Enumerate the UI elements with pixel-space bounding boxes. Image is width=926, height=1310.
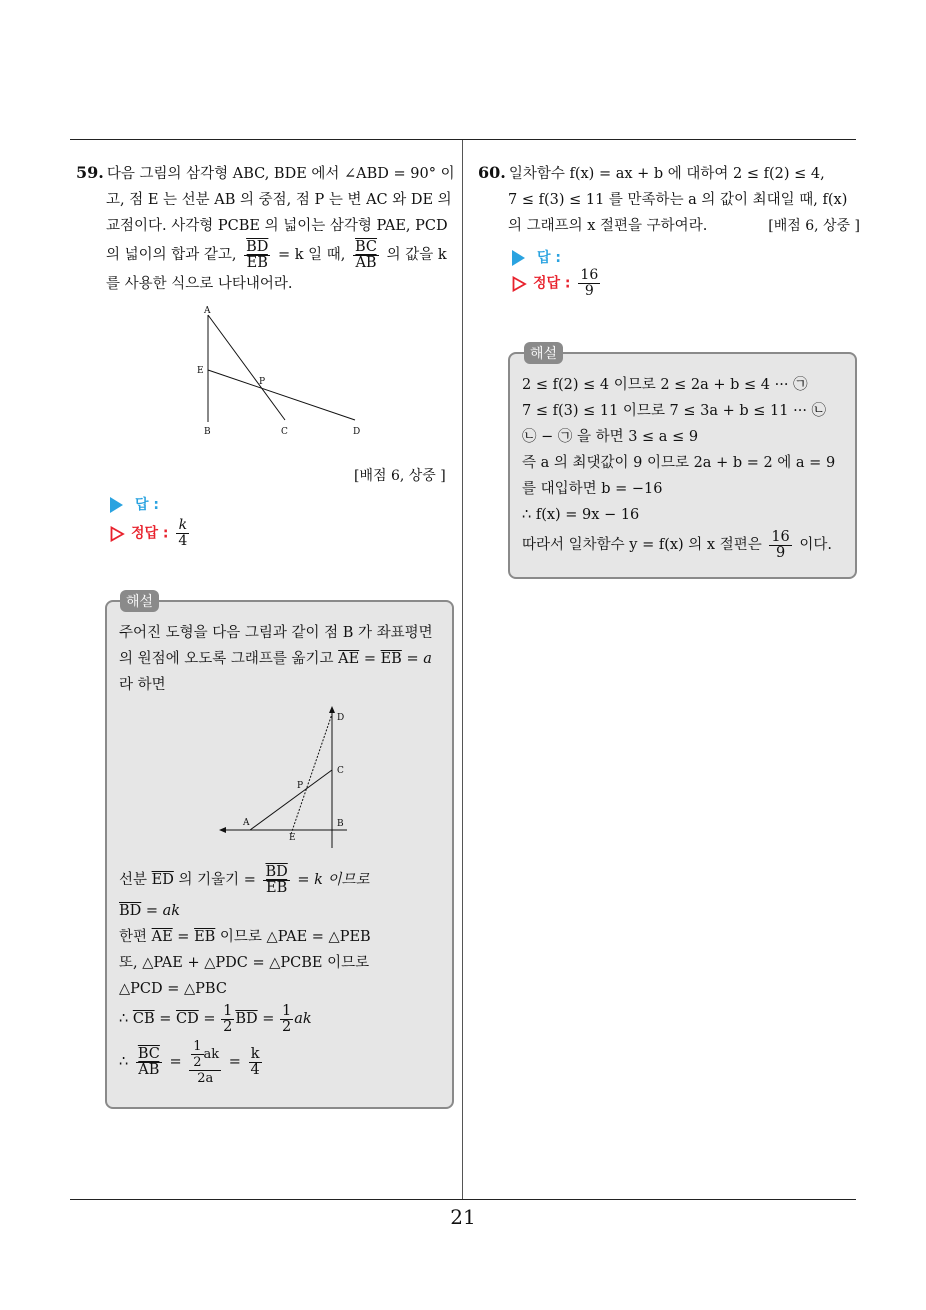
play-icon (110, 497, 123, 513)
q59-line4 (76, 239, 458, 271)
q60-sol-line4: 즉 a 의 최댓값이 9 이므로 2a + b = 2 에 a = 9 (522, 455, 836, 471)
q60-sol-line3: ㉡ − ㉠ 을 하면 3 ≤ a ≤ 9 (522, 429, 699, 445)
sol-text: 이다. (799, 537, 833, 553)
frac-num: k (249, 1047, 262, 1063)
q59-sol-line9 (119, 1002, 440, 1036)
q60-sol-line1: 2 ≤ f(2) ≤ 4 이므로 2 ≤ 2a + b ≤ 4 ··· ㉠ (522, 377, 808, 393)
frac-num (189, 1039, 221, 1071)
sol-text: 의 원점에 오도록 그래프를 옮기고 (119, 651, 334, 667)
sol-fraction-bc-ab (136, 1047, 162, 1078)
q59-sol-line2 (119, 646, 440, 672)
frac-num: $\overline{BC}$ (355, 238, 378, 255)
q60-sol-line6: ∴ f(x) = 9x − 16 (522, 507, 640, 523)
answer-label: 답 : (135, 497, 159, 513)
sol-eq: = (169, 1054, 182, 1070)
q59-sol-line1: 주어진 도형을 다음 그림과 같이 점 B 가 좌표평면 (119, 625, 433, 641)
frac-num: $\overline{BC}$ (137, 1045, 160, 1062)
q59-line2: 고, 점 E 는 선분 AB 의 중점, 점 P 는 변 AC 와 DE 의 (106, 192, 452, 208)
sol-result-fraction (249, 1047, 262, 1078)
q59-score: [배점 6, 상중 ] (354, 468, 446, 484)
q59-correct-fraction (176, 518, 189, 549)
q59-line4-text-a: 의 넓이의 합과 같고, (106, 247, 237, 263)
q59-triangle-figure (190, 300, 370, 440)
q60-number: 60. (478, 163, 506, 182)
frac-den: 9 (584, 283, 594, 299)
q60-sol-line5: 를 대입하면 b = −16 (522, 481, 663, 497)
q59-sol-line7: 또, △PAE + △PDC = △PCBE 이므로 (119, 955, 370, 971)
sol-text: 따라서 일차함수 y = f(x) 의 x 절편은 (522, 537, 762, 553)
q59-number: 59. (76, 163, 104, 182)
frac-num: 1 (223, 1002, 233, 1019)
sol-seg-ed: $\overline{ED}$ (151, 872, 174, 888)
sol-seg-ae: $\overline{AE}$ (151, 929, 173, 945)
label-D: D (353, 427, 361, 437)
sol-eq: = (228, 1054, 241, 1070)
sol-half (221, 1004, 234, 1035)
q60-correct-fraction (578, 268, 600, 299)
frac-den: AB (355, 254, 377, 271)
q60-answer-row (512, 247, 561, 267)
sol-eq: = (177, 929, 190, 945)
top-rule (70, 139, 856, 140)
outline-play-icon (110, 526, 125, 542)
sol-text: = k 이므로 (297, 872, 370, 888)
frac-num: $\overline{BD}$ (265, 863, 288, 880)
frac-den: 4 (178, 533, 188, 549)
q59-fraction-bc-ab (353, 240, 379, 271)
sol-text: 이므로 △PAE = △PEB (219, 929, 371, 945)
q60-line3 (478, 213, 860, 239)
q60-solution-box (508, 352, 857, 579)
sol-label-E: E (289, 833, 296, 843)
frac-num: 16 (771, 528, 790, 545)
sol-seg-cb: $\overline{CB}$ (132, 1011, 155, 1027)
sol-fraction (263, 865, 289, 896)
sol-text: 의 기울기 = (178, 872, 256, 888)
q59-line5: 를 사용한 식으로 나타내어라. (106, 276, 293, 292)
frac-den: 2a (197, 1070, 214, 1086)
label-B: B (204, 427, 211, 437)
frac-num: 16 (580, 267, 599, 283)
q60-correct-row (512, 268, 603, 299)
label-P: P (259, 377, 266, 387)
q60-score: [배점 6, 상중 ] (768, 218, 860, 234)
label-E: E (197, 366, 204, 376)
answer-label: 답 : (537, 250, 561, 266)
q59-sol-line6 (119, 924, 440, 950)
therefore-symbol: ∴ (119, 1011, 129, 1027)
sol-label-C: C (337, 766, 344, 776)
frac-num: $\overline{BD}$ (246, 238, 269, 255)
q59-solution-tag: 해설 (120, 590, 159, 612)
question-59 (76, 160, 458, 297)
question-60 (478, 160, 860, 239)
q60-solution-tag: 해설 (524, 342, 563, 364)
sol-seg-eb: $\overline{EB}$ (380, 651, 402, 667)
column-divider (462, 140, 463, 1199)
sol-text: = ak (145, 903, 181, 919)
sol-eq: = (262, 1011, 275, 1027)
q59-text-1: 다음 그림의 삼각형 ABC, BDE 에서 ∠ABD = 90° 이 (106, 166, 455, 182)
frac-num: k (176, 518, 189, 534)
q59-correct-row (110, 518, 192, 549)
sol-seg-eb: $\overline{EB}$ (194, 929, 216, 945)
sol-compound-fraction (189, 1039, 221, 1086)
frac-den: EB (265, 879, 288, 896)
q59-line1 (76, 160, 458, 187)
q59-sol-line10 (119, 1036, 440, 1088)
q59-answer-row (110, 494, 159, 514)
q59-line4-text-c: 의 값을 k (386, 247, 447, 263)
q59-sol-line4 (119, 862, 440, 898)
frac-den: EB (246, 254, 268, 271)
q60-text-1: 일차함수 f(x) = ax + b 에 대하여 2 ≤ f(2) ≤ 4, (508, 166, 825, 182)
frac-den: AB (138, 1061, 160, 1078)
q60-sol-line7 (522, 528, 843, 562)
sol-half (191, 1039, 203, 1070)
bottom-rule (70, 1199, 856, 1200)
sol-text: ak (203, 1046, 220, 1062)
q60-line2: 7 ≤ f(3) ≤ 11 를 만족하는 a 의 값이 최대일 때, f(x) (508, 192, 848, 208)
q60-line3-text: 의 그래프의 x 절편을 구하여라. (508, 218, 708, 234)
frac-num: 1 (281, 1002, 292, 1019)
therefore-symbol: ∴ (119, 1054, 129, 1070)
frac-den: 2 (281, 1018, 292, 1035)
frac-den: 4 (250, 1061, 260, 1078)
sol-eq: = (203, 1011, 216, 1027)
sol-seg-bd: $\overline{BD}$ (235, 1011, 258, 1027)
q59-sol-line5 (119, 898, 440, 924)
frac-den: 2 (193, 1054, 202, 1070)
q60-sol-line2: 7 ≤ f(3) ≤ 11 이므로 7 ≤ 3a + b ≤ 11 ··· ㉡ (522, 403, 827, 419)
correct-label: 정답 : (533, 275, 571, 292)
frac-den: 9 (775, 544, 786, 561)
sol-eq: = (363, 651, 376, 667)
sol-label-B: B (337, 819, 344, 829)
sol-seg-cd: $\overline{CD}$ (175, 1011, 199, 1027)
q59-fraction-bd-eb (244, 240, 270, 271)
sol-eq: = (159, 1011, 172, 1027)
sol-label-D: D (337, 713, 345, 723)
sol-label-A: A (243, 818, 250, 828)
frac-den: 2 (223, 1018, 233, 1035)
q59-solution-figure (209, 706, 359, 856)
q60-line1 (478, 160, 860, 187)
label-C: C (281, 427, 288, 437)
sol-half (280, 1004, 293, 1035)
q59-line4-text-b: = k 일 때, (278, 247, 346, 263)
sol-eq-a: = a (406, 651, 432, 667)
sol-text: ak (294, 1011, 312, 1027)
sol-text: 한편 (119, 929, 148, 945)
sol-seg-bd: $\overline{BD}$ (119, 903, 142, 919)
label-A: A (204, 306, 211, 316)
play-icon (512, 250, 525, 266)
sol-text: 선분 (119, 872, 148, 888)
frac-num: 1 (193, 1038, 202, 1054)
q59-sol-line3: 라 하면 (119, 677, 166, 693)
q59-sol-line8: △PCD = △PBC (119, 981, 227, 997)
page-number: 21 (450, 1205, 476, 1229)
q59-line3: 교점이다. 사각형 PCBE 의 넓이는 삼각형 PAE, PCD (106, 218, 448, 234)
q59-solution-box (105, 600, 454, 1109)
sol-seg-ae: $\overline{AE}$ (338, 651, 360, 667)
correct-label: 정답 : (131, 525, 169, 542)
sol-fraction (769, 530, 791, 561)
sol-label-P: P (297, 781, 304, 791)
outline-play-icon (512, 276, 527, 292)
